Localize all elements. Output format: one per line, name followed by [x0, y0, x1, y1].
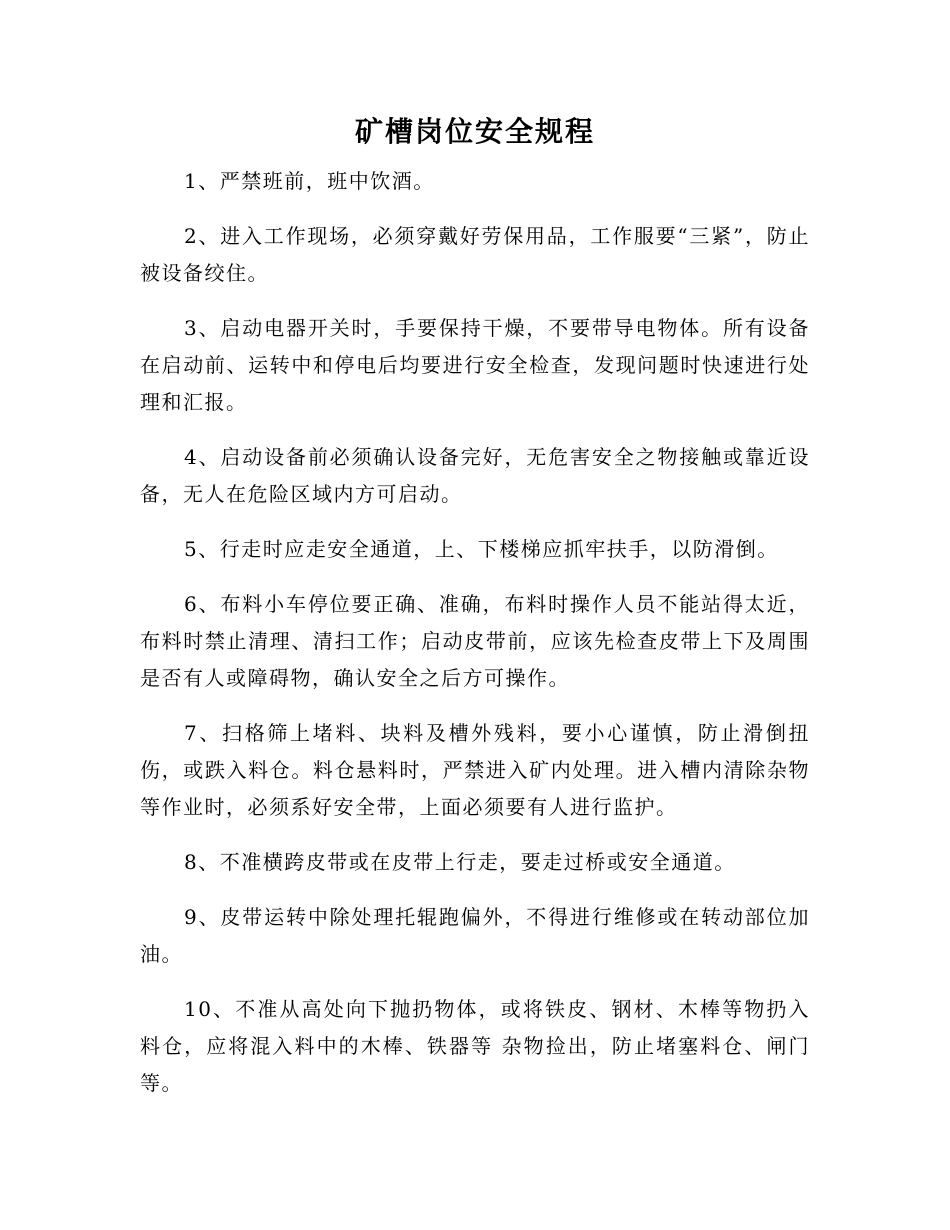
paragraph-1: 1、严禁班前，班中饮酒。	[184, 169, 435, 193]
paragraph-3: 3、启动电器开关时，手要保持干燥，不要带导电物体。所有设备在启动前、运转中和停电后均要进行安全检查，发现问题时快速进行处理和汇报。	[140, 316, 810, 414]
paragraph-2: 2、进入工作现场，必须穿戴好劳保用品，工作服要“三紧”，防止被设备绞住。	[140, 224, 810, 285]
paragraph-7: 7、扫格筛上堵料、块料及槽外残料，要小心谨慎，防止滑倒扭伤，或跌入料仓。料仓悬料时，严禁进入矿内处理。进入槽内清除杂物等作业时，必须系好安全带，上面必须要有人进行监护。	[140, 721, 810, 819]
paragraph-8: 8、不准横跨皮带或在皮带上行走，要走过桥或安全通道。	[184, 850, 736, 874]
paragraph-4: 4、启动设备前必须确认设备完好，无危害安全之物接触或靠近设备，无人在危险区域内方可启动。	[140, 445, 810, 506]
paragraph-9: 9、皮带运转中除处理托辊跑偏外，不得进行维修或在转动部位加油。	[140, 905, 810, 966]
paragraph-10: 10、不准从高处向下抛扔物体，或将铁皮、钢材、木棒等物扔入料仓，应将混入料中的木棒、铁器等 杂物捡出，防止堵塞料仓、闸门等。	[140, 997, 810, 1095]
paragraph-6: 6、布料小车停位要正确、准确，布料时操作人员不能站得太近，布料时禁止清理、清扫工作；启动皮带前，应该先检查皮带上下及周围是否有人或障碍物，确认安全之后方可操作。	[140, 592, 810, 690]
document-title: 矿槽岗位安全规程	[354, 115, 595, 148]
document-body	[140, 163, 810, 1120]
paragraph-5: 5、行走时应走安全通道，上、下楼梯应抓牢扶手，以防滑倒。	[184, 537, 779, 561]
